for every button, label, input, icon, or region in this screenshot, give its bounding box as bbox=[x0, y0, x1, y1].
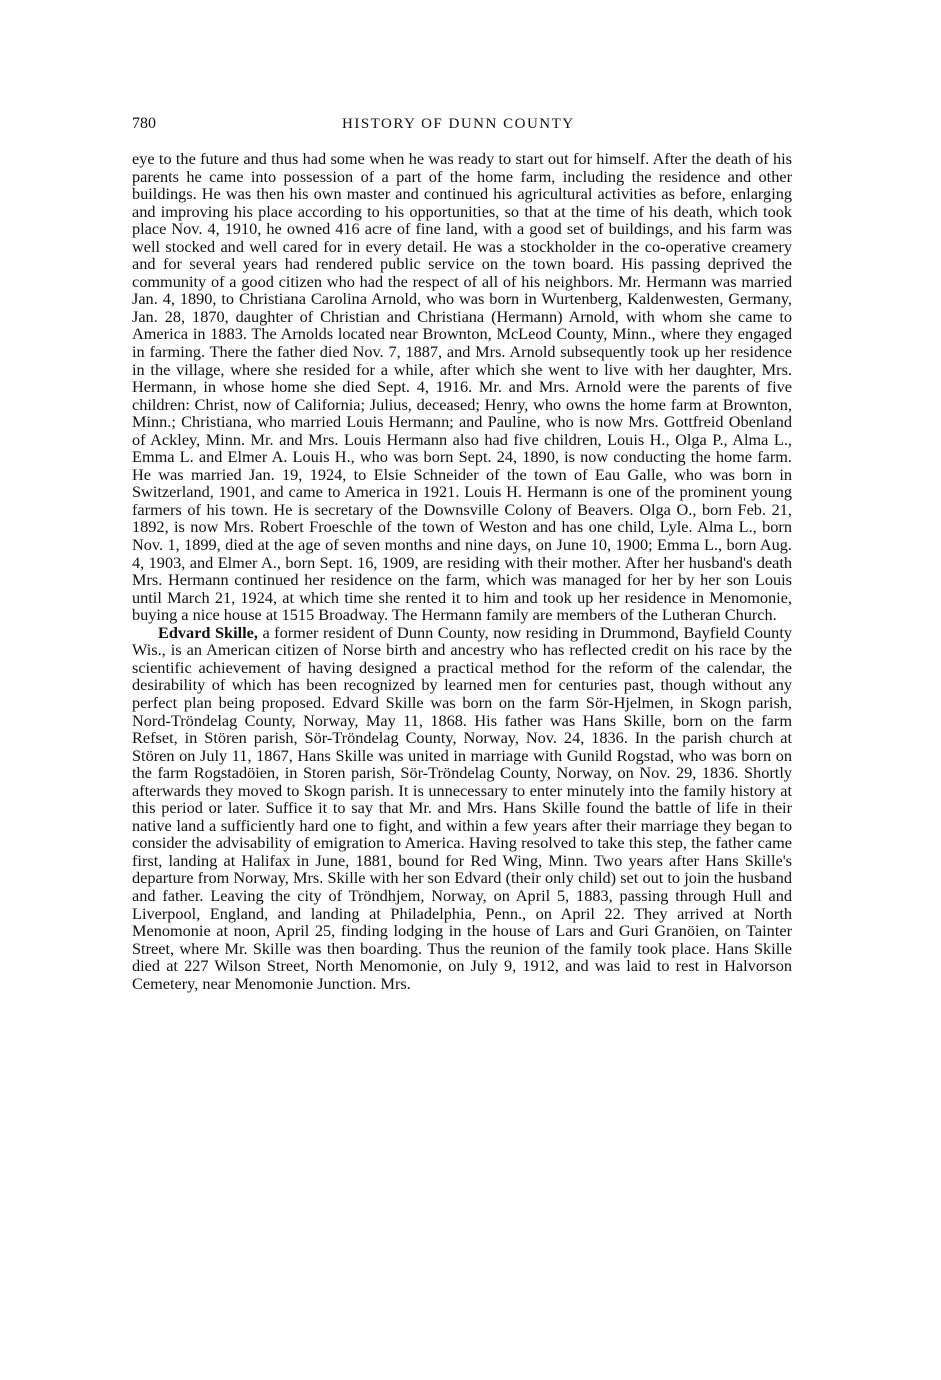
paragraph-hermann-continued: eye to the future and thus had some when he was ready to start out for himself. After the death of his parents he came into possession of a part of the home farm, including the residence and other buildings. He was then his own master and continued his agricultural activities as before, enlarging and improving his place according to his opportunities, so that at the time of his death, which took place Nov. 4, 1910, he owned 416 acre of fine land, with a good set of buildings, and his farm was well stocked and well cared for in every detail. He was a stockholder in the co-operative creamery and for several years had rendered public service on the town board. His passing deprived the community of a good citizen who had the respect of all of his neighbors. Mr. Hermann was married Jan. 4, 1890, to Christiana Carolina Arnold, who was born in Wurtenberg, Kaldenwesten, Germany, Jan. 28, 1870, daughter of Christian and Christiana (Hermann) Arnold, with whom she came to America in 1883. The Arnolds located near Brownton, McLeod County, Minn., where they engaged in farming. There the father died Nov. 7, 1887, and Mrs. Arnold subsequently took up her residence in the village, where she resided for a while, after which she went to live with her daughter, Mrs. Hermann, in whose home she died Sept. 4, 1916. Mr. and Mrs. Arnold were the parents of five children: Christ, now of California; Julius, deceased; Henry, who owns the home farm at Brownton, Minn.; Christiana, who married Louis Hermann; and Pauline, who is now Mrs. Gottfreid Obenland of Ackley, Minn. Mr. and Mrs. Louis Hermann also had five children, Louis H., Olga P., Alma L., Emma L. and Elmer A. Louis H., who was born Sept. 24, 1890, is now conducting the home farm. He was married Jan. 19, 1924, to Elsie Schneider of the town of Eau Galle, who was born in Switzerland, 1901, and came to America in 1921. Louis H. Hermann is one of the prominent young farmers of his town. He is secretary of the Downsville Colony of Beavers. Olga O., born Feb. 21, 1892, is now Mrs. Robert Froeschle of the town of Weston and has one child, Lyle. Alma L., born Nov. 1, 1899, died at the age of seven months and nine days, on June 10, 1900; Emma L., born Aug. 4, 1903, and Elmer A., born Sept. 16, 1909, are residing with their mother. After her husband's death Mrs. Hermann continued her residence on the farm, which was managed for her by her son Louis until March 21, 1924, at which time she rented it to him and took up her residence in Menomonie, buying a nice house at 1515 Broadway. The Hermann family are members of the Lutheran Church. bbox=[132, 150, 792, 625]
paragraph-edvard-skille bbox=[132, 624, 792, 992]
paragraph-lead-name: Edvard Skille, bbox=[158, 622, 258, 642]
page-number: 780 bbox=[132, 115, 156, 132]
paragraph-text: a former resident of Dunn County, now residing in Drummond, Bayfield County Wis., is an American citizen of Norse birth and ancestry who has reflected credit on his race by the scientific achievement of having designed a practical method for the reform of the calendar, the desirability of which has been recognized by learned men for centuries past, though without any perfect plan being proposed. Edvard Skille was born on the farm Sör-Hjelmen, in Skogn parish, Nord-Tröndelag County, Norway, May 11, 1868. His father was Hans Skille, born on the farm Refset, in Stören parish, Sör-Tröndelag County, Norway, Nov. 24, 1836. In the parish church at Stören on July 11, 1867, Hans Skille was united in marriage with Gunild Rogstad, who was born on the farm Rogstadöien, in Storen parish, Sör-Tröndelag County, Norway, on Nov. 29, 1836. Shortly afterwards they moved to Skogn parish. It is unnecessary to enter minutely into the family history at this period or later. Suffice it to say that Mr. and Mrs. Hans Skille found the battle of life in their native land a sufficiently hard one to fight, and within a few years after their marriage they began to consider the advisability of emigration to America. Having resolved to take this step, the father came first, landing at Halifax in June, 1881, bound for Red Wing, Minn. Two years after Hans Skille's departure from Norway, Mrs. Skille with her son Edvard (their only child) set out to join the husband and father. Leaving the city of Tröndhjem, Norway, on April 5, 1883, passing through Hull and Liverpool, England, and landing at Philadelphia, Penn., on April 22. They arrived at North Menomonie at noon, April 25, finding lodging in the house of Lars and Guri Granöien, on Tainter Street, where Mr. Skille was then boarding. Thus the reunion of the family took place. Hans Skille died at 227 Wilson Street, North Menomonie, on July 9, 1912, and was laid to rest in Halvorson Cemetery, near Menomonie Junction. Mrs. bbox=[132, 622, 792, 993]
page-header bbox=[132, 113, 792, 135]
running-title: HISTORY OF DUNN COUNTY bbox=[342, 116, 575, 132]
body-text bbox=[132, 150, 792, 1205]
